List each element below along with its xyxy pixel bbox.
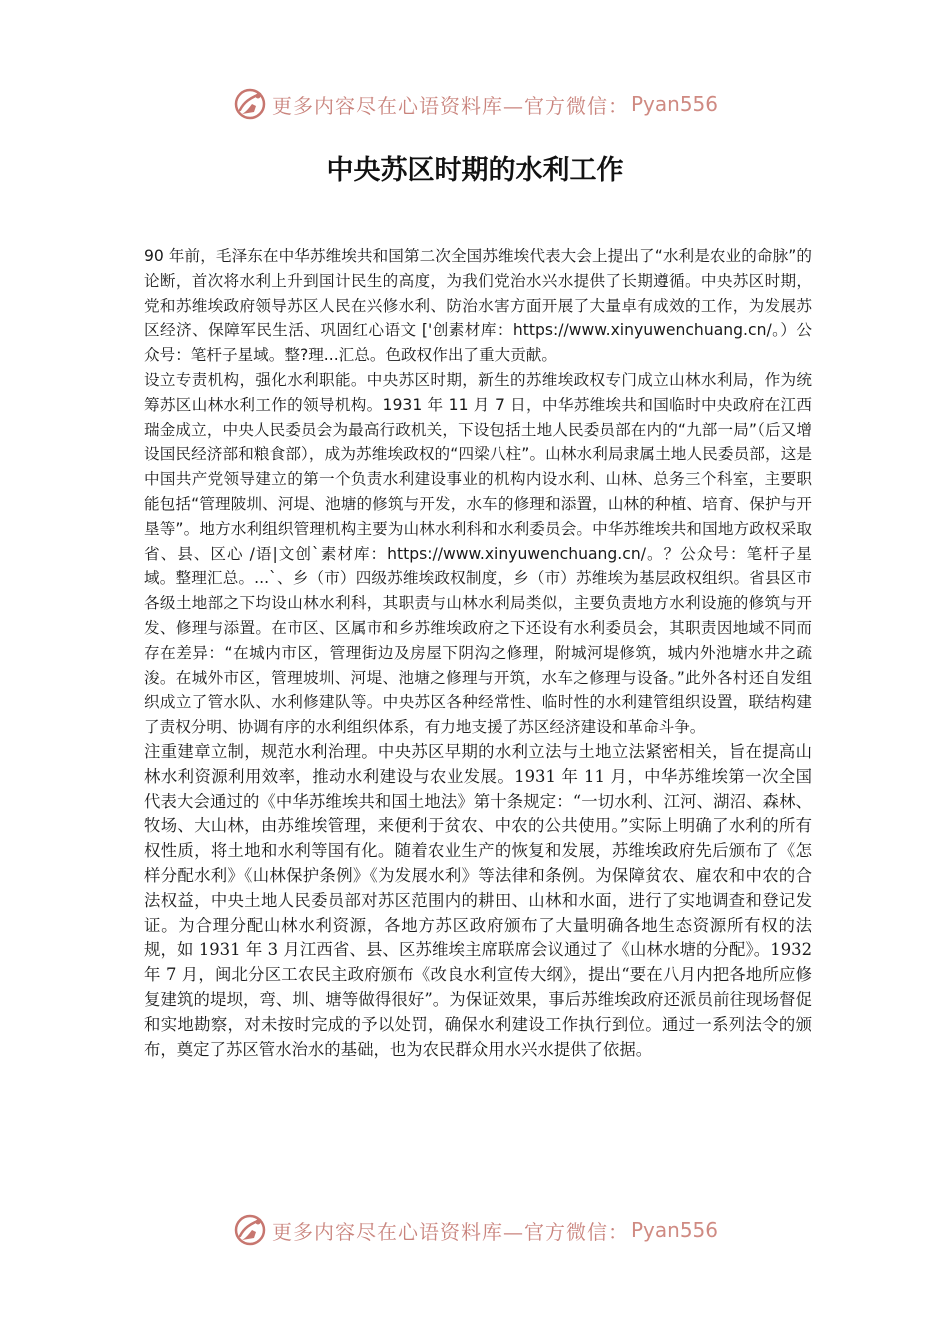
page-title: 中央苏区时期的水利工作 <box>326 155 624 186</box>
paragraph-intro: 90 年前，毛泽东在中华苏维埃共和国第二次全国苏维埃代表大会上提出了“水利是农业的命脉”的论断，首次将水利上升到国计民生的高度，为我们党治水兴水提供了长期遵循。中央苏区时期，党和苏维埃政府领导苏区人民在兴修水利、防治水害方面开展了大量卓有成效的工作，为发展苏区经济、保障军民生活、巩固红心语文 ['创素材库：https://www.xinyuwenchuang.cn/。）公众号：笔杆子星域。整?理...汇总。色政权作出了重大贡献。 <box>144 247 812 365</box>
watermark-text: 更多内容尽在心语资料库—官方微信： <box>271 1219 629 1244</box>
watermark-banner-bottom <box>0 1210 950 1250</box>
article-body <box>144 244 812 1062</box>
paragraph-regulations: 注重建章立制，规范水利治理。中央苏区早期的水利立法与土地立法紧密相关，旨在提高山林水利资源利用效率，推动水利建设与农业发展。1931 年 11 月，中华苏维埃第一次全国代表大会通过的《中华苏维埃共和国土地法》第十条规定：“一切水利、江河、湖沼、森林、牧场、大山林，由苏维埃管理，来便利于贫农、中农的公共使用。”实际上明确了水利的所有权性质，将土地和水利等国有化。随着农业生产的恢复和发展，苏维埃政府先后颁布了《怎样分配水利》《山林保护条例》《为发展水利》等法律和条例。为保障贫农、雇农和中农的合法权益，中央土地人民委员部对苏区范围内的耕田、山林和水面，进行了实地调查和登记发证。为合理分配山林水利资源，各地方苏区政府颁布了大量明确各地生态资源所有权的法规，如 1931 年 3 月江西省、县、区苏维埃主席联席会议通过了《山林水塘的分配》。1932 年 7 月，闽北分区工农民主政府颁布《改良水利宣传大纲》，提出“要在八月内把各地所应修复建筑的堤坝，弯、圳、塘等做得很好”。为保证效果，事后苏维埃政府还派员前往现场督促和实地勘察，对未按时完成的予以处罚，确保水利建设工作执行到位。通过一系列法令的颁布，奠定了苏区管水治水的基础，也为农民群众用水兴水提供了依据。 <box>144 741 812 1059</box>
hand-ring-logo-icon <box>232 1212 268 1248</box>
paragraph-institutions: 设立专责机构，强化水利职能。中央苏区时期，新生的苏维埃政权专门成立山林水利局，作为统筹苏区山林水利工作的领导机构。1931 年 11 月 7 日，中华苏维埃共和国临时中央政府在江西瑞金成立，中央人民委员会为最高行政机关，下设包括土地人民委员部在内的“九部一局”（后又增设国民经济部和粮食部），成为苏维埃政权的“四梁八柱”。山林水利局隶属土地人民委员部，这是中国共产党领导建立的第一个负责水利建设事业的机构内设水利、山林、总务三个科室，主要职能包括“管理陂圳、河堤、池塘的修筑与开发，水车的修理和添置，山林的种植、培育、保护与开垦等”。地方水利组织管理机构主要为山林水利科和水利委员会。中华苏维埃共和国地方政权采取省、县、区心 /语|文创`素材库：https://www.xinyuwenchuang.cn/。？公众号：笔杆子星域。整理汇总。...`、乡（市）四级苏维埃政权制度，乡（市）苏维埃为基层政权组织。省县区市各级土地部之下均设山林水利科，其职责与山林水利局类似，主要负责地方水利设施的修筑与开发、修理与添置。在市区、区属市和乡苏维埃政府之下还设有水利委员会，其职责因地域不同而存在差异：“在城内市区，管理街边及房屋下阴沟之修理，附城河堤修筑，城内外池塘水井之疏浚。在城外市区，管理坡圳、河堤、池塘之修理与开筑，水车之修理与设备。”此外各村还自发组织成立了管水队、水利修建队等。中央苏区各种经常性、临时性的水利建管组织设置，联结构建了责权分明、协调有序的水利组织体系，有力地支援了苏区经济建设和革命斗争。 <box>144 370 812 737</box>
watermark-text: 更多内容尽在心语资料库—官方微信： <box>271 93 629 118</box>
hand-ring-logo-icon <box>232 86 268 122</box>
watermark-wechat-id: Pyan556 <box>630 92 718 116</box>
watermark-wechat-id: Pyan556 <box>630 1218 718 1242</box>
watermark-banner-top <box>0 84 950 124</box>
